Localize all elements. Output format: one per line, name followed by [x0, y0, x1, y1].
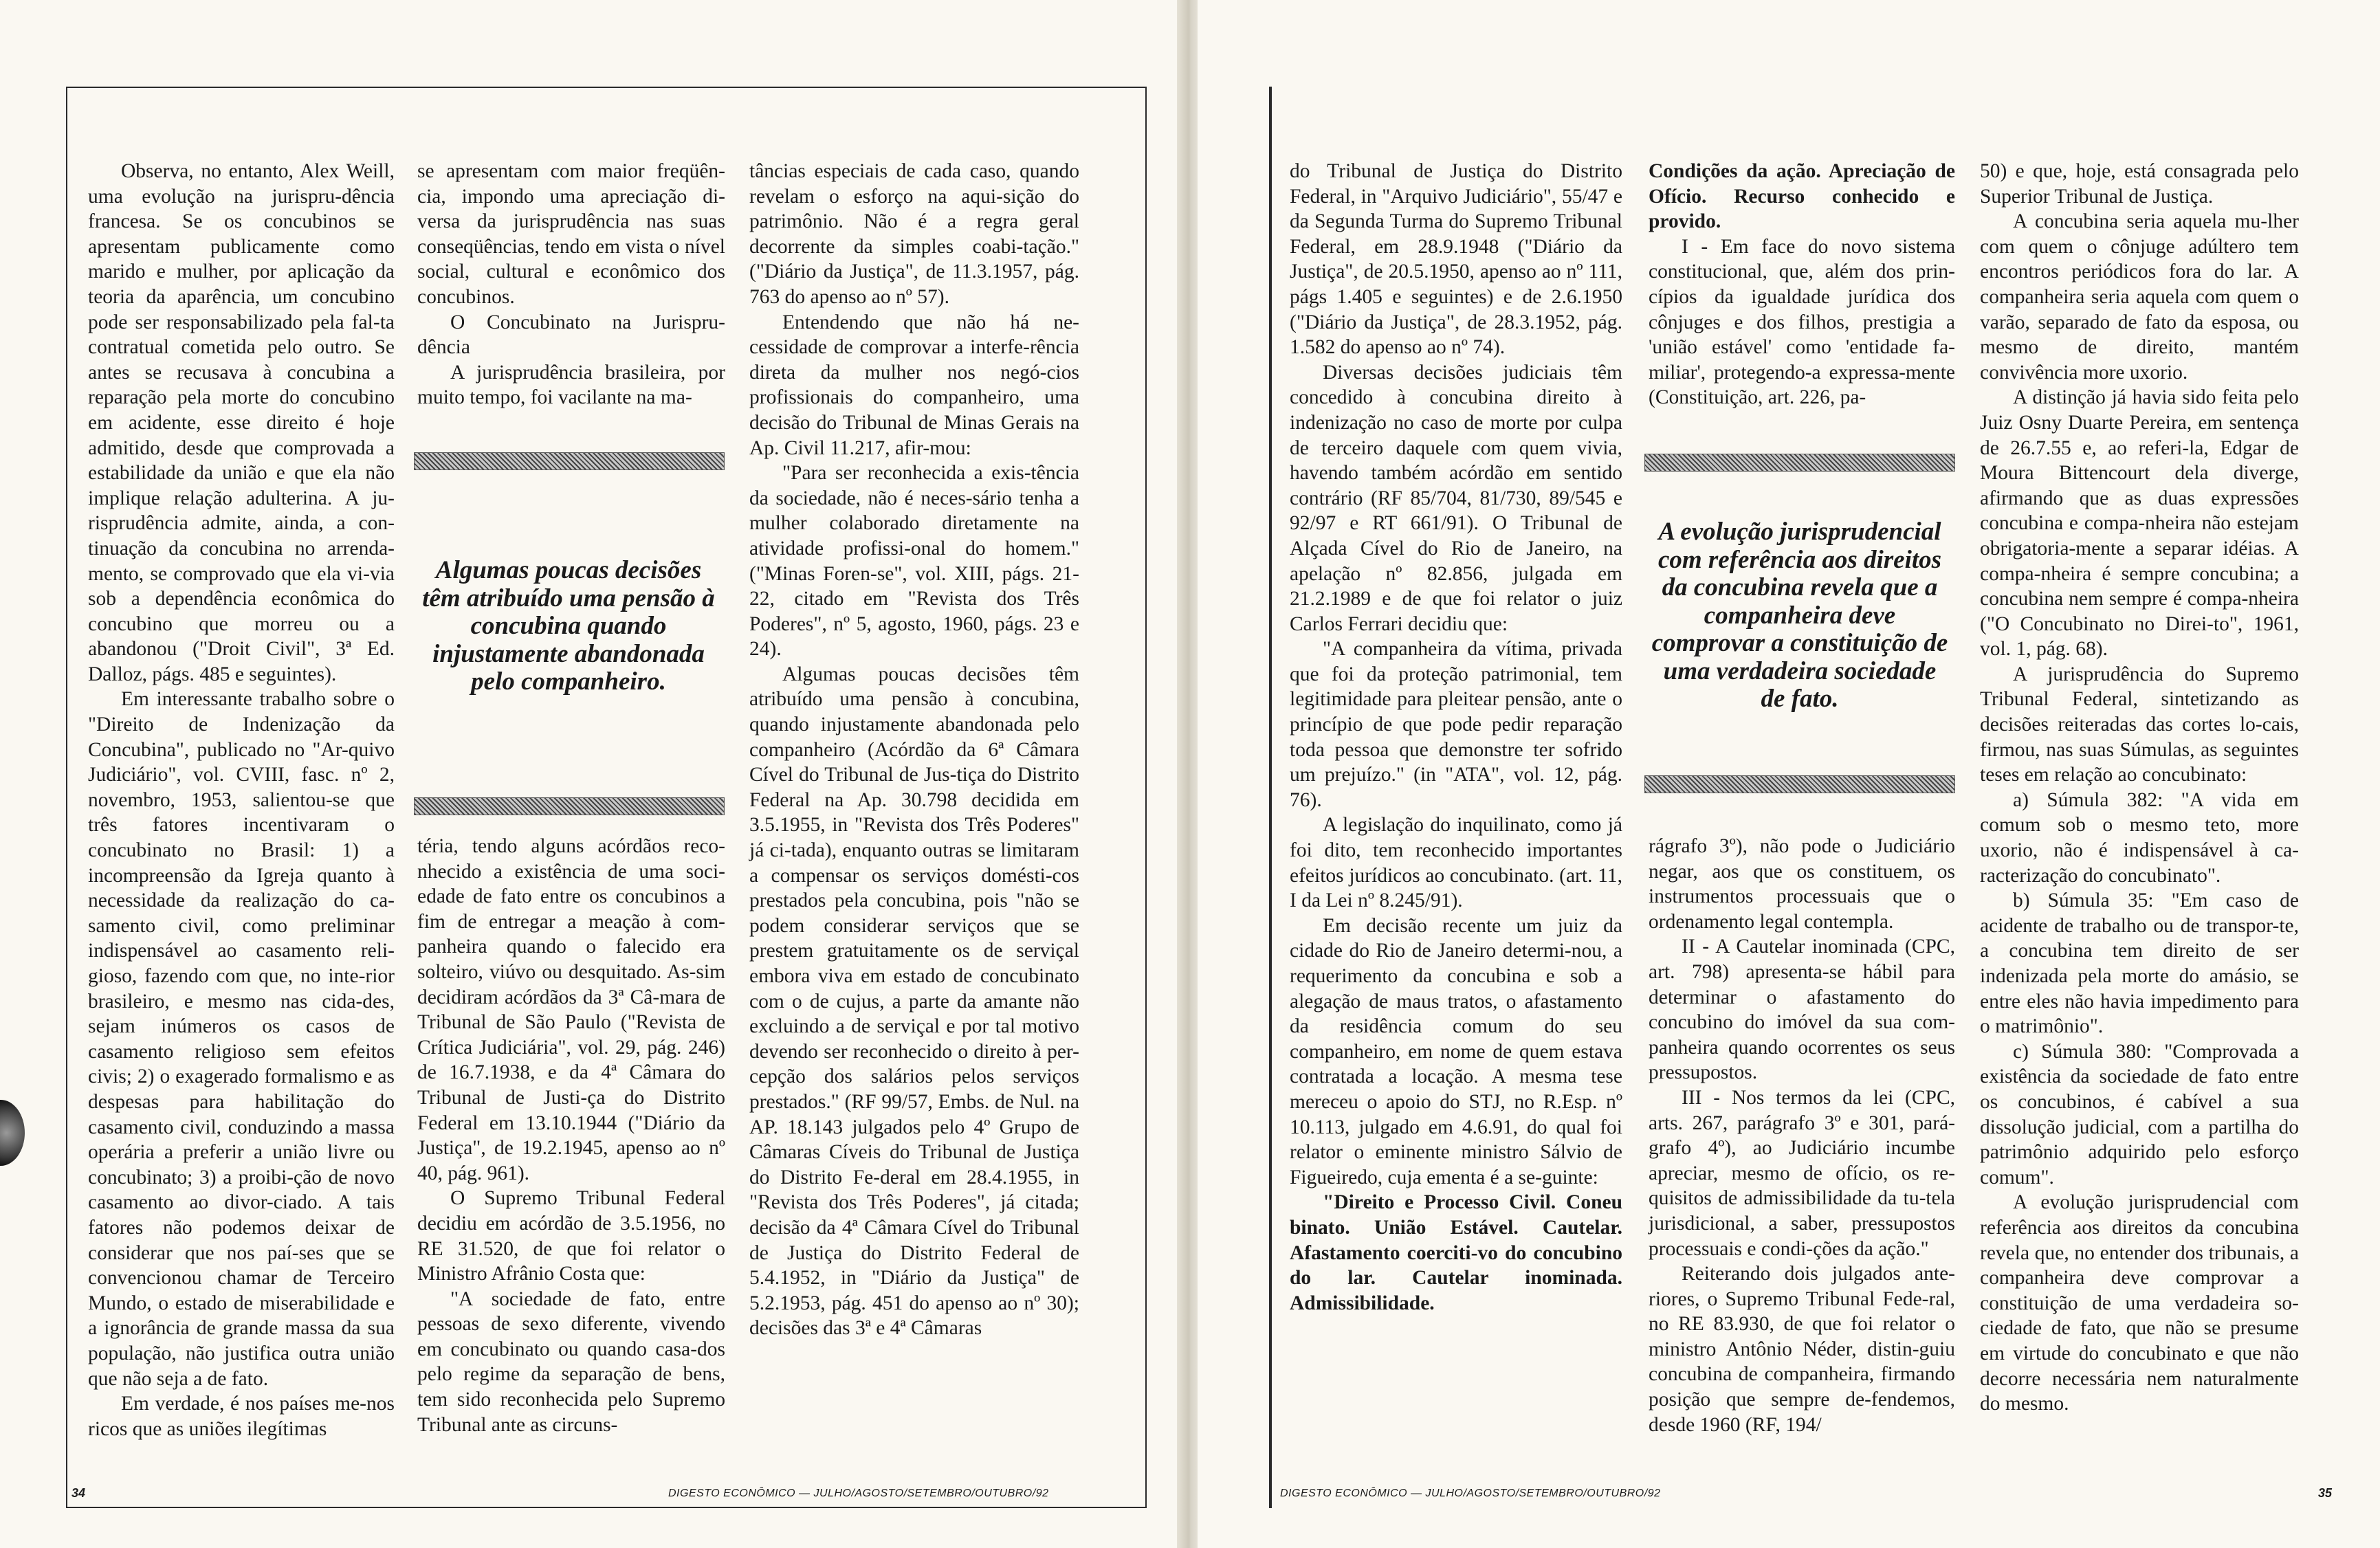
paragraph: 50) e que, hoje, está consagrada pelo Superior Tribunal de Justiça. — [1980, 160, 2299, 208]
paragraph: c) Súmula 380: "Comprovada a existência da sociedade de fato entre os concubinos, é cabível a sua dissolução judicial, com a partilha do patrimônio adquirido pelo esforço comum". — [1980, 1040, 2299, 1188]
paragraph: Algumas poucas decisões têm atribuído uma pensão à concubina, quando injustamente abandonada pelo companheiro (Acórdão da 6ª Câmara Cível do Tribunal de Jus-tiça do Distrito Federal na Ap. 30.798 decidida em 3.5.1955, in "Revista dos Três Poderes" já ci-tada), enquanto outras se limitaram a compensar os serviços domésti-cos prestados pela concubina, pois "não se podem considerar serviços que se prestem gratuitamente os de serviçal embora viva em estado de concubinato com o de cujus, a parte da amante não excluindo a de serviçal e por tal motivo devendo ser reconhecido o direito à per-cepção dos salários pelos serviços prestados." (RF 99/57, Embs. de Nul. na AP. 18.143 julgados pelo 4º Grupo de Câmaras Cíveis do Tribunal de Justiça do Distrito Fe-deral em 28.4.1955, in "Revista dos Três Poderes", já citada; decisão da 4ª Câmara Cível do Tribunal de Justiça do Distrito Federal de 5.4.1952, in "Diário da Justiça" de 5.2.1953, pág. 451 do apenso ao nº 30); decisões das 3ª e 4ª Câmaras — [749, 663, 1079, 1340]
paragraph: Em interessante trabalho sobre o "Direito de Indenização da Concubina", publicado no "Ar-quivo Judiciário", vol. CVIII, fasc. nº 2, novembro, 1953, salientou-se que três fatores incentivaram o concubinato no Brasil: 1) a incompreensão da Igreja quanto à necessidade da realização do ca-samento civil, como preliminar indispensável ao casamento reli-gioso, fazendo com que, no inte-rior brasileiro, e mesmo nas cida-des, sejam inúmeros os casos de casamento religioso sem efeitos civis; 2) o exagerado formalismo e as despesas para habilitação do casamento civil, conduzindo a massa operária a preferir a união livre ou concubinato; 3) a proibi-ção de novo casamento ao divor-ciado. A tais fatores não podemos deixar de considerar que nos paí-ses que se convencionou chamar de Terceiro Mundo, o estado de miserabilidade e a ignorância de grande massa da sua população, não justifica outra união que não seja a de fato. — [88, 688, 395, 1390]
paragraph: Reiterando dois julgados ante-riores, o Supremo Tribunal Fede-ral, no RE 83.930, de que foi relator o ministro Antônio Néder, distin-guiu concubina de companheira, firmando posição que sempre de-fendemos, desde 1960 (RF, 194/ — [1649, 1263, 1955, 1436]
pull-quote-rule-bottom — [414, 797, 725, 815]
paragraph: "A sociedade de fato, entre pessoas de sexo diferente, vivendo em concubinato ou quando casa-dos pelo regime da separação de bens, tem sido reconhecida pelo Supremo Tribunal ante as circuns- — [417, 1287, 725, 1436]
right-page — [1198, 0, 2380, 1548]
paragraph: rágrafo 3º), não pode o Judiciário negar, aos que os constituem, os instrumentos processuais que o ordenamento legal contempla. — [1649, 835, 1955, 933]
left-column-2-bottom — [417, 834, 725, 1437]
paragraph: A concubina seria aquela mu-lher com quem o cônjuge adúltero tem encontros periódicos fora do lar. A companheira seria aquela com quem o varão, separado de fato da esposa, ou mesmo de direito, mantém convivência more uxorio. — [1980, 210, 2299, 384]
page-folio: DIGESTO ECONÔMICO — JULHO/AGOSTO/SETEMBRO/OUTUBRO/92 — [1280, 1488, 1661, 1499]
paragraph: a) Súmula 382: "A vida em comum sob o mesmo teto, more uxorio, não é indispensável à ca-racterização do concubinato". — [1980, 788, 2299, 887]
page-number: 35 — [2318, 1486, 2333, 1500]
page-number: 34 — [71, 1486, 86, 1500]
paragraph: "Direito e Processo Civil. Coneu binato. União Estável. Cautelar. Afastamento coerciti-vo do concubino do lar. Cautelar inominada. Admissibilidade. — [1290, 1191, 1622, 1314]
paragraph: III - Nos termos da lei (CPC, arts. 267, parágrafo 3º e 301, pará-grafo 4º), ao Judiciário incumbe apreciar, mesmo de ofício, os re-quisitos de admissibilidade da tu-tela jurisdicional, a saber, pressupostos processuais e condi-ções da ação." — [1649, 1086, 1955, 1260]
paragraph: "A companheira da vítima, privada que foi da proteção patrimonial, tem legitimidade para pleitear pensão, ante o princípio de que pode pedir reparação toda pessoa que demonstre ter sofrido um prejuízo." (in "ATA", vol. 12, pág. 76). — [1290, 638, 1622, 811]
paragraph: A evolução jurisprudencial com referência aos direitos da concubina revela que, no entender dos tribunais, a companheira deve comprovar a constituição de uma verdadeira so-ciedade de fato, que não se presume em virtude do concubinato e que não decorre necessária nem naturalmente do mesmo. — [1980, 1191, 2299, 1415]
paragraph: A distinção já havia sido feita pelo Juiz Osny Duarte Pereira, em sentença de 26.7.55 e, ao referi-la, Edgar de Moura Bittencourt dela diverge, afirmando que as duas expressões concubina e compa-nheira não estejam obrigatoria-mente a separar idéias. A compa-nheira é sempre concubina; a concubina nem sempre é compa-nheira ("O Concubinato no Direi-to", 1961, vol. 1, pág. 68). — [1980, 386, 2299, 661]
paragraph: b) Súmula 35: "Em caso de acidente de trabalho ou de transpor-te, a concubina tem direito de ser indenizada pela morte do amásio, se entre eles não havia impedimento para o matrimônio". — [1980, 889, 2299, 1038]
paragraph: I - Em face do novo sistema constitucional, que, além dos prin-cípios da igualdade jurídica dos cônjuges e dos filhos, prestigia a 'união estável' como 'entidade fa-miliar', protegendo-a expressa-mente (Constituição, art. 226, pa- — [1649, 235, 1955, 409]
paragraph: "Para ser reconhecida a exis-tência da sociedade, não é neces-sário tenha a mulher colaborado diretamente na atividade profissi-onal do homem." ("Minas Foren-se", vol. XIII, págs. 21-22, citado em "Revista dos Três Poderes", nº 5, agosto, 1960, págs. 23 e 24). — [749, 462, 1079, 661]
paragraph: téria, tendo alguns acórdãos reco-nhecido a existência de uma soci-edade de fato entre os concubinos a fim de entregar a meação à com-panheira quando o falecido era solteiro, viúvo ou desquitado. As-sim decidiram acórdãos da 3ª Câ-mara de Tribunal de São Paulo ("Revista de Crítica Judiciária", vol. 29, pág. 246) de 16.7.1938, e da 4ª Câmara do Tribunal de Justi-ça do Distrito Federal em 13.10.1944 ("Diário da Justiça", de 19.2.1945, apenso ao nº 40, pág. 961). — [417, 835, 725, 1184]
right-column-1 — [1290, 159, 1622, 1316]
right-column-3 — [1980, 159, 2299, 1417]
right-column-2-bottom — [1649, 834, 1955, 1437]
paragraph: Em decisão recente um juiz da cidade do Rio de Janeiro determi-nou, a requerimento da concubina e sob a alegação de maus tratos, o afastamento da residência comum do seu companheiro, em nome de quem estava contratada a locação. A mesma tese mereceu o apoio do STJ, no R.Esp. nº 10.113, julgado em 4.6.91, do qual foi relator o eminente ministro Sálvio de Figueiredo, cuja ementa é a se-guinte: — [1290, 914, 1622, 1188]
right-page-frame — [1269, 87, 1272, 1508]
paragraph: Condições da ação. Apreciação de Ofício. Recurso conhecido e provido. — [1649, 160, 1955, 233]
paragraph: O Supremo Tribunal Federal decidiu em acórdão de 3.5.1956, no RE 31.520, de que foi relator o Ministro Afrânio Costa que: — [417, 1187, 725, 1285]
binder-ring — [0, 1100, 25, 1166]
paragraph: Em verdade, é nos países me-nos ricos que as uniões ilegítimas — [88, 1393, 395, 1440]
page-folio: DIGESTO ECONÔMICO — JULHO/AGOSTO/SETEMBRO/OUTUBRO/92 — [668, 1488, 1049, 1499]
paragraph: se apresentam com maior freqüên-cia, impondo uma apreciação di-versa da jurisprudência nas suas conseqüências, tendo em vista o nível social, cultural e econômico dos concubinos. — [417, 160, 725, 308]
paragraph: A jurisprudência do Supremo Tribunal Federal, sintetizando as decisões reiteradas das cortes lo-cais, firmou, nas suas Súmulas, as seguintes teses em relação ao concubinato: — [1980, 663, 2299, 786]
left-page — [0, 0, 1182, 1548]
section-heading: O Concubinato na Jurispru-dência — [417, 311, 725, 359]
right-column-2-top — [1649, 159, 1955, 410]
pull-quote-rule-top — [414, 452, 725, 470]
left-column-3 — [749, 159, 1079, 1341]
paragraph: A legislação do inquilinato, como já foi dito, tem reconhecido importantes efeitos jurídicos ao concubinato. (art. 11, I da Lei nº 8.245/91). — [1290, 814, 1622, 912]
paragraph: A jurisprudência brasileira, por muito tempo, foi vacilante na ma- — [417, 361, 725, 409]
pull-quote-rule-bottom — [1644, 775, 1955, 793]
paragraph: do Tribunal de Justiça do Distrito Federal, in "Arquivo Judiciário", 55/47 e da Segunda Turma do Supremo Tribunal Federal, em 28.9.1948 ("Diário da Justiça", de 20.5.1950, apenso ao nº 111, págs 1.405 e seguintes) e de 2.6.1950 ("Diário da Justiça", de 28.3.1952, pág. 1.582 do apenso ao nº 74). — [1290, 160, 1622, 359]
pull-quote-rule-top — [1644, 454, 1955, 472]
pull-quote: Algumas poucas decisões têm atribuído uma pensão à concubina quando injustamente abandonada pelo companheiro. — [422, 556, 715, 696]
paragraph: Observa, no entanto, Alex Weill, uma evolução na jurispru-dência francesa. Se os concubinos se apresentam publicamente como marido e mulher, por aplicação da teoria da aparência, um concubino pode ser responsabilizado pela fal-ta contratual cometida pelo outro. Se antes se recusava à concubina a reparação pela morte do concubino em acidente, esse direito é hoje admitido, desde que comprovada a estabilidade da união e que ela não implique relação adulterina. A ju-risprudência admite, ainda, a con-tinuação da concubina no arrenda-mento, se comprovado que ela vi-via sob a dependência econômica do concubino que morreu ou a abandonou ("Droit Civil", 3ª Ed. Dalloz, págs. 485 e seguintes). — [88, 160, 395, 685]
left-column-1 — [88, 159, 395, 1441]
pull-quote: A evolução jurisprudencial com referência aos direitos da concubina revela que a companheira deve comprovar a constituição de uma verdadeira sociedade de fato. — [1651, 518, 1948, 713]
paragraph: Diversas decisões judiciais têm concedido à concubina direito à indenização no caso de morte por culpa de terceiro daquele com quem vivia, havendo também acórdão em sentido contrário (RF 85/704, 81/730, 89/545 e 92/97 e RT 661/91). O Tribunal de Alçada Cível do Rio de Janeiro, na apelação nº 82.856, julgada em 21.2.1989 e de que foi relator o juiz Carlos Ferrari decidiu que: — [1290, 361, 1622, 635]
paragraph: tâncias especiais de cada caso, quando revelam o esforço na aqui-sição do patrimônio. Não é a regra geral decorrente da simples coabi-tação." ("Diário da Justiça", de 11.3.1957, pág. 763 do apenso ao nº 57). — [749, 160, 1079, 308]
paragraph: II - A Cautelar inominada (CPC, art. 798) apresenta-se hábil para determinar o afastamento do concubino do imóvel da sua com-panheira quando ocorrentes os seus pressupostos. — [1649, 936, 1955, 1084]
left-column-2-top — [417, 159, 725, 410]
paragraph: Entendendo que não há ne-cessidade de comprovar a interfe-rência direta da mulher nos negó-cios profissionais do companheiro, uma decisão do Tribunal de Minas Gerais na Ap. Civil 11.217, afir-mou: — [749, 311, 1079, 459]
